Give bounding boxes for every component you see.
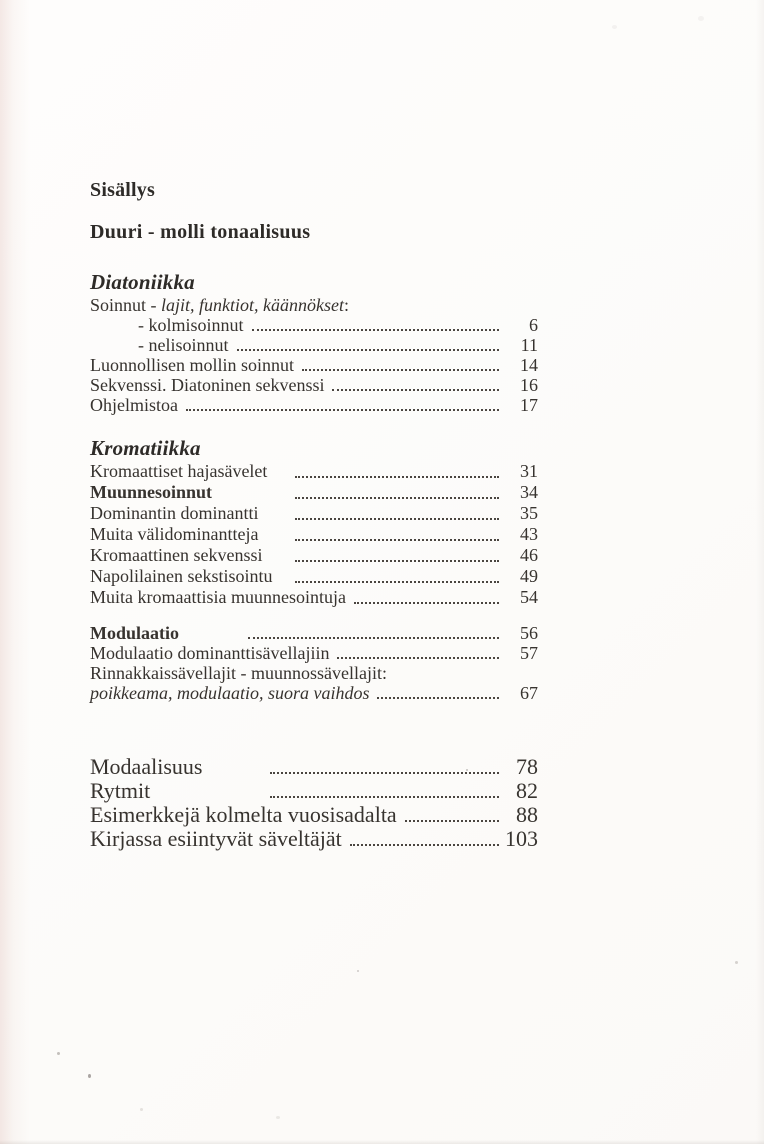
page-number: 35	[520, 503, 538, 523]
toc-entry-label	[90, 295, 349, 315]
toc-row	[90, 461, 538, 482]
page-right-edge-shading	[756, 0, 764, 1144]
toc-entry-label-part: :	[344, 295, 350, 315]
toc-row	[90, 623, 538, 643]
toc-entry-label: Ohjelmistoa	[90, 395, 178, 415]
toc-row	[90, 663, 538, 683]
page-number: 6	[529, 315, 538, 335]
toc-row	[90, 395, 538, 415]
toc-entry-label: Muita välidominantteja	[90, 524, 259, 544]
page-number: 16	[520, 375, 538, 395]
dot-leader	[262, 755, 504, 779]
scan-speck	[276, 1116, 280, 1119]
page-number: 57	[520, 643, 538, 663]
toc-row	[90, 315, 538, 335]
toc-entry-label: Modulaatio	[90, 623, 180, 643]
dot-leader	[287, 524, 504, 545]
toc-content	[90, 178, 538, 851]
dot-leader	[178, 395, 504, 415]
toc-entry-label: Kromaattinen sekvenssi	[90, 545, 263, 565]
page-number: 88	[516, 802, 538, 827]
dot-leader	[287, 503, 504, 524]
dot-leader	[262, 779, 504, 803]
toc-section	[90, 269, 538, 415]
page-number: 34	[520, 482, 538, 502]
toc-row	[90, 803, 538, 827]
dot-leader	[244, 315, 504, 335]
dot-leader	[342, 827, 504, 851]
toc-section	[90, 435, 538, 608]
toc-entry-label: Rytmit	[90, 778, 151, 803]
scan-speck	[612, 25, 617, 29]
toc-entry-label: Muita kromaattisia muunnesointuja	[90, 587, 346, 607]
toc-row	[90, 683, 538, 703]
toc-section	[90, 755, 538, 851]
dot-leader	[229, 335, 505, 355]
toc-entry-label: Esimerkkejä kolmelta vuosisadalta	[90, 802, 397, 827]
page-number: 103	[505, 826, 538, 851]
toc-row	[90, 335, 538, 355]
page-number: 49	[520, 566, 538, 586]
page-number: 17	[520, 395, 538, 415]
toc-entry-label: Napolilainen sekstisointu	[90, 566, 273, 586]
page-number: 14	[520, 355, 538, 375]
toc-row	[90, 295, 538, 315]
page-number: 56	[520, 623, 538, 643]
dot-leader	[294, 355, 504, 375]
toc-row	[90, 482, 538, 503]
toc-row	[90, 545, 538, 566]
toc-row	[90, 524, 538, 545]
page-title: Sisällys	[90, 179, 155, 201]
page-number: 43	[520, 524, 538, 544]
toc-entry-label: Sekvenssi. Diatoninen sekvenssi	[90, 375, 325, 395]
table-of-contents	[90, 269, 538, 851]
scan-speck	[698, 16, 704, 21]
toc-entry-label: Dominantin dominantti	[90, 503, 259, 523]
dot-leader	[287, 461, 504, 482]
toc-row	[90, 779, 538, 803]
dot-leader	[287, 482, 504, 503]
toc-entry-label: Modulaatio dominanttisävellajiin	[90, 643, 330, 663]
dot-leader	[329, 643, 504, 663]
toc-section	[90, 623, 538, 703]
page-bottom-edge-shading	[0, 1140, 764, 1144]
toc-row	[90, 375, 538, 395]
scan-speck	[57, 1052, 60, 1055]
toc-entry-label: Muunnesoinnut	[90, 482, 213, 502]
toc-row	[90, 827, 538, 851]
dot-leader	[397, 803, 504, 827]
toc-row	[90, 755, 538, 779]
page-left-edge-shading	[0, 0, 30, 1144]
dot-leader	[369, 683, 504, 703]
page-number: 11	[520, 335, 538, 355]
toc-row	[90, 503, 538, 524]
section-heading: Kromatiikka	[90, 436, 201, 460]
dot-leader	[240, 623, 504, 643]
scan-speck	[140, 1108, 143, 1111]
page-number: 46	[520, 545, 538, 565]
toc-entry-label: Kirjassa esiintyvät säveltäjät	[90, 826, 342, 851]
toc-entry-label: Kromaattiset hajasävelet	[90, 461, 268, 481]
toc-entry-label: Modaalisuus	[90, 754, 203, 779]
page-number: 82	[516, 778, 538, 803]
page-number: 78	[516, 754, 538, 779]
page-number: 67	[520, 683, 538, 703]
toc-entry-label: Rinnakkaissävellajit - muunnossävellajit:	[90, 663, 387, 683]
toc-row	[90, 587, 538, 608]
toc-row	[90, 643, 538, 663]
document-subtitle: Duuri - molli tonaalisuus	[90, 221, 311, 243]
toc-row	[90, 566, 538, 587]
toc-entry-label: - nelisoinnut	[138, 335, 229, 355]
dot-leader	[287, 566, 504, 587]
page-number: 54	[520, 587, 538, 607]
toc-entry-label-part: lajit, funktiot, käännökset	[161, 295, 344, 315]
dot-leader	[287, 545, 504, 566]
scan-speck	[88, 1074, 91, 1078]
toc-entry-label: - kolmisoinnut	[138, 315, 244, 335]
toc-entry-label: poikkeama, modulaatio, suora vaihdos	[90, 683, 370, 703]
scan-speck	[357, 970, 359, 972]
toc-entry-label-part: Soinnut -	[90, 295, 162, 315]
section-heading: Diatoniikka	[90, 270, 195, 294]
page-number: 31	[520, 461, 538, 481]
dot-leader	[346, 587, 504, 608]
dot-leader	[324, 375, 504, 395]
toc-row	[90, 355, 538, 375]
scan-speck	[735, 961, 738, 964]
toc-entry-label: Luonnollisen mollin soinnut	[90, 355, 295, 375]
